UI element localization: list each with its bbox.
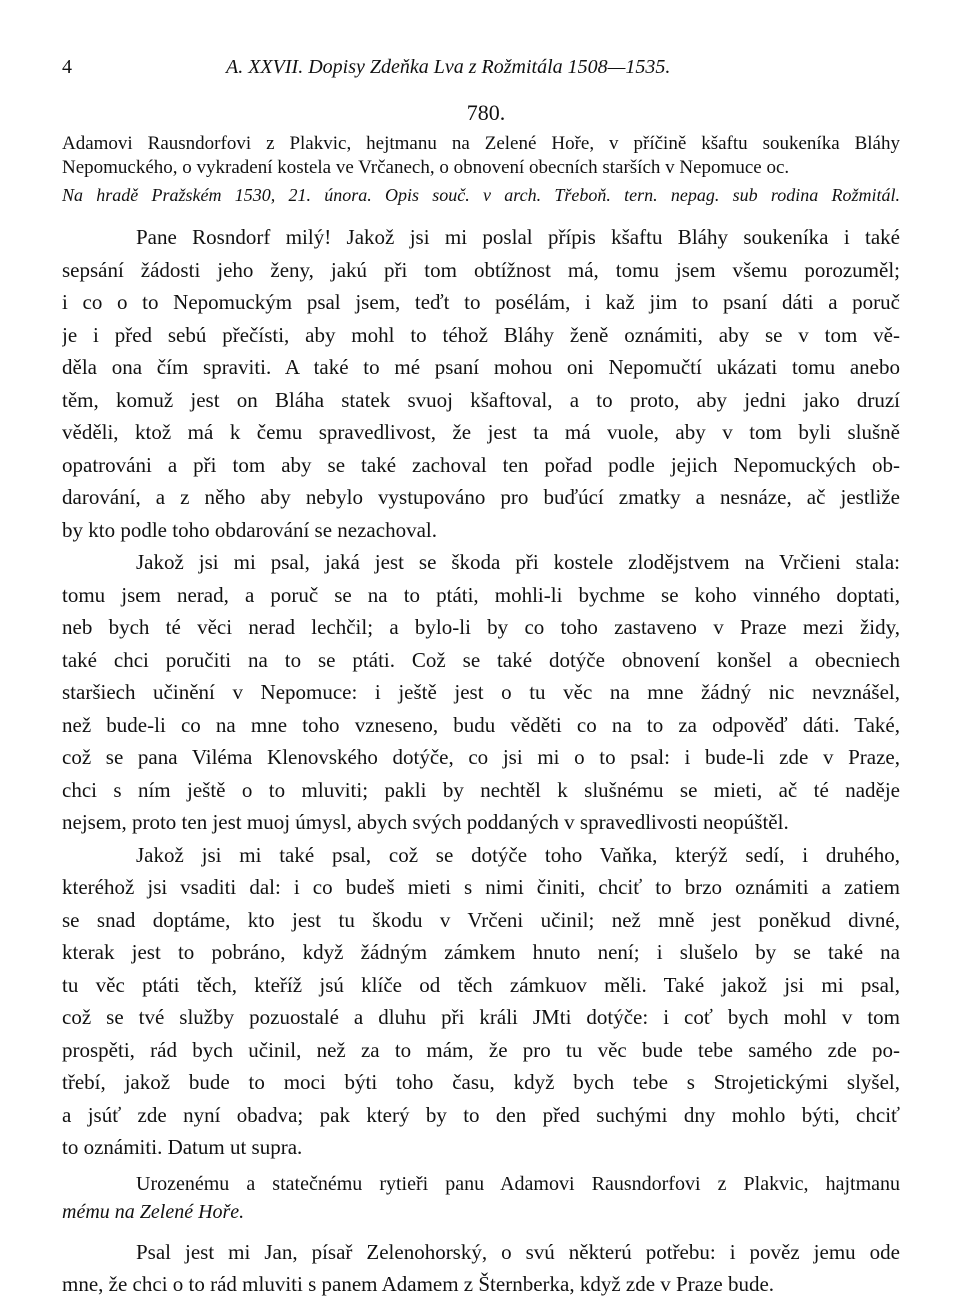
text-line: je i před sebú přečísti, aby mohl to téhož Bláhy ženě oznámiti, aby se v tom vě- [62, 322, 900, 347]
text-line: Pane Rosndorf milý! Jakož jsi mi poslal přípis kšaftu Bláhy soukeníka i také [136, 225, 900, 249]
text-line: to oznámiti. Datum ut supra. [62, 1135, 303, 1159]
text-line: Jakož jsi mi také psal, což se dotýče toho Vaňka, kterýž sedí, i druhého, [136, 842, 900, 867]
address-block [62, 1170, 900, 1226]
text-line: tomu jsem nerad, a poruč se na to ptáti, mohli-li bychme se koho vinného doptati, [62, 582, 900, 607]
text-line: opatrováni a při tom aby se také zachoval ten pořad podle jejich Nepomuckých ob- [62, 452, 900, 477]
page-number: 4 [62, 56, 72, 78]
text-line: Jakož jsi mi psal, jaká jest se škoda při kostele zlodějstvem na Vrčieni stala: [136, 550, 900, 574]
text-line: se snad doptáme, kto jest tu škodu v Vrčeni učinil; než mně jest poněkud divné, [62, 907, 900, 932]
paragraph-3 [62, 839, 900, 1164]
text-line: těm, komuž jest on Bláha statek svuoj kšaftoval, a to proto, aby jedni jako druzí [62, 387, 900, 412]
text-line: i co o to Nepomuckým psal jsem, teďt to posélám, i kaž jim to psaní dáti a poruč [62, 290, 900, 314]
postscript [62, 1236, 900, 1301]
text-line: což se pana Viléma Klenovského dotýče, co jsi mi o to psal: i bude-li zde v Praze, [62, 745, 900, 769]
text-line: věděli, ktož má k čemu spravedlivost, že jest ta má vuole, aby v tom byli slušně [62, 420, 900, 444]
summary-line: Nepomuckého, o vykradení kostela ve Vrčanech, o obnovení obecních starších v Nepomuce oc. [62, 157, 790, 178]
text-line: a jsúť zde nyní obadva; pak který by to den před suchými dny mohlo býti, chciť [62, 1102, 900, 1127]
text-line: prospěti, rád bych učinil, než za to mám, že pro tu věc bude tebe samého zde po- [62, 1037, 900, 1062]
source-note: Na hradě Pražském 1530, 21. února. Opis souč. v arch. Třeboň. tern. nepag. sub rodina Rožmitál. [62, 185, 900, 205]
paragraph-1 [62, 221, 900, 546]
text-line: sepsání žádosti jeho ženy, jakú při tom obtížnost má, tomu jsem všemu porozuměl; [62, 257, 900, 282]
letter-body [62, 221, 900, 1301]
document-page [62, 52, 900, 1301]
text-line: také chci poručiti na to se ptáti. Což se také dotýče obnovení konšel a obecniech [62, 647, 900, 672]
paragraph-2 [62, 546, 900, 839]
running-head [62, 52, 900, 86]
text-line: což se tvé služby pozuostalé a dluhu při králi JMti dotýče: i coť bych mohl v tom [62, 1005, 900, 1029]
text-line: kterak jest to pobráno, když žádným zámkem hnuto není; i slušelo by se také na [62, 940, 900, 964]
text-line: děla ona čím spraviti. A také to mé psaní mohou oni Nepomučtí ukázati tomu anebo [62, 355, 900, 379]
text-line: než bude-li co na mne toho vzneseno, budu věděti co na to za odpověď dáti. Také, [62, 712, 900, 737]
text-line: by kto podle toho obdarování se nezachoval. [62, 517, 437, 542]
text-line: Psal jest mi Jan, písař Zelenohorský, o svú některú potřebu: i pověz jemu ode [136, 1239, 900, 1264]
letter-summary [62, 132, 900, 180]
text-line: staršiech učinění v Nepomuce: i ještě jest o tu věc na mne žádný nic nevznášel, [62, 680, 900, 704]
text-line: mne, že chci o to rád mluviti s panem Adamem z Šternberka, když zde v Praze bude. [62, 1272, 775, 1296]
address-line: Urozenému a statečnému rytieři panu Adamovi Rausndorfovi z Plakvic, hajtmanu [136, 1172, 900, 1195]
text-line: darování, a z něho aby nebylo vystupováno pro buďúcí zmatky a nesnáze, ač jestliže [62, 485, 900, 509]
text-line: chci s ním ještě o to mluviti; pakli by nechtěl k slušnému se mieti, ač té naděje [62, 777, 900, 802]
summary-line: Adamovi Rausndorfovi z Plakvic, hejtmanu na Zelené Hoře, v příčině kšaftu soukeníka Bláhy [62, 133, 900, 154]
text-line: třebí, jakož bude to moci býti toho času, když bych tebe s Strojetickými slyšel, [62, 1070, 900, 1094]
address-line: mému na Zelené Hoře. [62, 1200, 245, 1223]
text-line: neb bych té věci nerad lechčil; a bylo-li by co toho zastaveno v Praze mezi židy, [62, 615, 900, 639]
text-line: nejsem, proto ten jest muoj úmysl, abych svých poddaných v spravedlivosti neopúštěl. [62, 810, 789, 834]
text-line: tu věc ptáti těch, kteříž jsú klíče od těch zámkuov měli. Také jakož jsi mi psal, [62, 972, 900, 997]
text-line: kteréhož jsi vsaditi dal: i co budeš mieti s nimi činiti, chciť to brzo oznámiti a zatiem [62, 875, 900, 899]
running-head-title: A. XXVII. Dopisy Zdeňka Lva z Rožmitála 1508—1535. [226, 56, 671, 78]
letter-number: 780. [466, 100, 506, 125]
